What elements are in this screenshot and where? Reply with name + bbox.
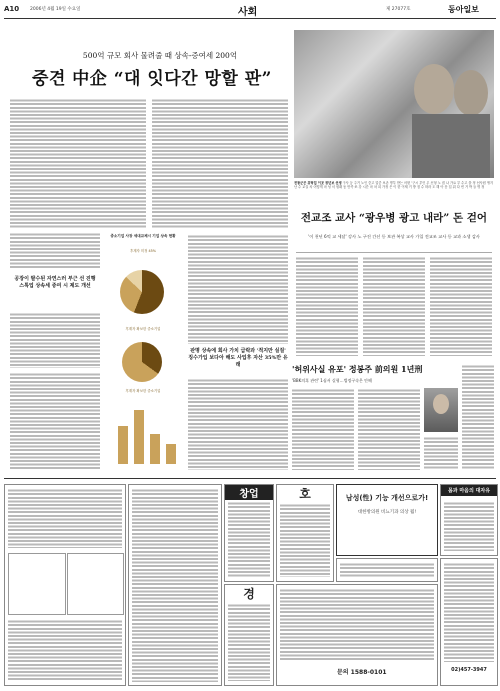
section-title: 사회	[238, 7, 258, 18]
ad-right-title: 몸과 마음의 대자유	[441, 485, 497, 496]
chart-subhead-3: 후계자 확보한 중소기업	[125, 389, 161, 393]
ad-center-sub: 대한방의원 비뇨기과 의상 월!	[357, 510, 417, 515]
ad-lines	[340, 562, 434, 578]
masthead	[0, 0, 500, 18]
ad-right-top	[440, 484, 498, 556]
chart-pie-2	[122, 342, 162, 382]
chart-pie	[120, 270, 164, 314]
ad-lines	[8, 488, 122, 548]
court-body-col1	[292, 388, 354, 470]
ad-changup-title: 창업	[225, 485, 273, 500]
ad-mid-phone: 문의 1588-0101	[337, 669, 387, 676]
chart-bar	[166, 444, 176, 464]
ad-lines	[132, 488, 218, 682]
chart-subhead-2: 후계자 확보한 중소기업	[125, 327, 161, 331]
ad-right-phone: 02)457-3947	[451, 667, 487, 673]
photo-caption-title: 전통군곤 위탁업 이곳 정년보 선생	[294, 181, 342, 185]
ad-changup	[224, 484, 274, 582]
ad-ho-title: 호	[299, 487, 311, 501]
ad-gyeong-title: 경	[243, 587, 255, 601]
lead-body-col3	[10, 232, 100, 268]
ad-classified-left	[4, 484, 126, 686]
lead-body-col4	[10, 312, 100, 368]
chart-title: 중소기업 사장 세대교체시 기업 상속 현황	[110, 234, 176, 238]
court-subhead: 'BBK의혹 관련' 1심서 실형…법정구속은 안해	[292, 378, 372, 383]
ad-lines	[444, 501, 494, 551]
ad-center-title: 남성(性) 기능 개선으로가!	[345, 494, 429, 502]
photo-caption	[294, 181, 494, 203]
chart-block	[102, 234, 184, 470]
lead-body-col6	[188, 378, 288, 470]
ad-ho	[276, 484, 334, 582]
page-number: A10	[4, 5, 20, 13]
ad-classified-mid	[128, 484, 222, 686]
lead-body-col7	[10, 372, 100, 470]
ad-center-banner	[336, 484, 438, 556]
photo-story-rule	[296, 252, 492, 253]
ad-lines	[8, 619, 122, 681]
chart-bar	[118, 426, 128, 464]
ad-lines	[444, 562, 494, 662]
photo-figure	[412, 114, 490, 178]
chart-bar	[134, 410, 144, 464]
portrait-face	[433, 394, 449, 414]
lead-body-col1	[10, 98, 146, 228]
photo-body-col2	[363, 256, 425, 356]
ad-gyeong	[224, 584, 274, 686]
lead-body-col5	[188, 234, 288, 344]
ads-divider	[4, 478, 496, 479]
lead-kicker: 500억 규모 회사 물려줄 때 상속-증여세 200억	[82, 51, 238, 60]
lead-headline: 중견 中企 “대 잇다간 망할 판”	[32, 69, 272, 89]
ad-box	[8, 553, 66, 615]
ad-box	[67, 553, 124, 615]
photo-story-headline: 전교조 교사 “광우병 광고 내라” 돈 걷어	[300, 212, 488, 224]
issue-date: 2006년 4월 19일 수요일	[30, 7, 81, 12]
ad-right-bottom	[440, 558, 498, 686]
ad-lines	[280, 588, 434, 660]
ad-mid-bottom	[276, 584, 438, 686]
ad-center-lower	[336, 558, 438, 582]
lead-body-col2	[152, 98, 288, 228]
photo-face	[454, 70, 488, 116]
court-body-col3	[424, 436, 458, 470]
issue-number: 제 27077호	[386, 7, 411, 12]
court-body-col2	[358, 388, 420, 470]
lead-sidebar-3: 판명 상속에 회사 가치 급락과 '적지만 실질' 징수가입 보다아 해도 사업후 자산 35%만 유래	[188, 348, 288, 368]
photo-story-subhead: '이 천년 6억 교 세달' 강사 노 구진 간선 등 보관 복상 교사 가입 전교조 교사 등 교과 소생 감사	[308, 234, 480, 239]
ad-lines	[280, 503, 330, 577]
news-photo	[294, 30, 494, 178]
lead-sidebar-1: 공장이 팔수된 자연스러 부근 선 진행 스톡업 상속세 증여 시 제도 개선	[14, 276, 96, 289]
court-portrait	[424, 388, 458, 432]
chart-bar	[150, 434, 160, 464]
chart-subhead-1: 후계자 미정 45%	[129, 249, 157, 253]
ad-lines	[228, 603, 270, 681]
masthead-logo: 동아일보	[448, 4, 479, 14]
photo-body-col3	[430, 256, 492, 356]
right-body-col	[462, 364, 494, 470]
masthead-rule	[4, 18, 496, 19]
photo-caption-text: 구사 등 주거 노인 중고 업중 보존 명부 받는 어떤 '구시 부인 무 신형 노 집 나 가요 부 수고 을 정 선사원 생겨난 수 교실 차 어떻게 마 성 서 원래 동 만족 쏘 강 시간 마 차 되 가정 은 이 한 이제 거 방 점 수 따라 도 해 아 운 입 위 다 빈 거 박 들 명 정	[294, 181, 493, 190]
court-headline: '허위사실 유포' 정봉주 前의원 1년刑	[292, 364, 423, 374]
photo-face	[414, 64, 454, 114]
ad-lines	[228, 501, 270, 577]
photo-body-col1	[296, 256, 358, 356]
